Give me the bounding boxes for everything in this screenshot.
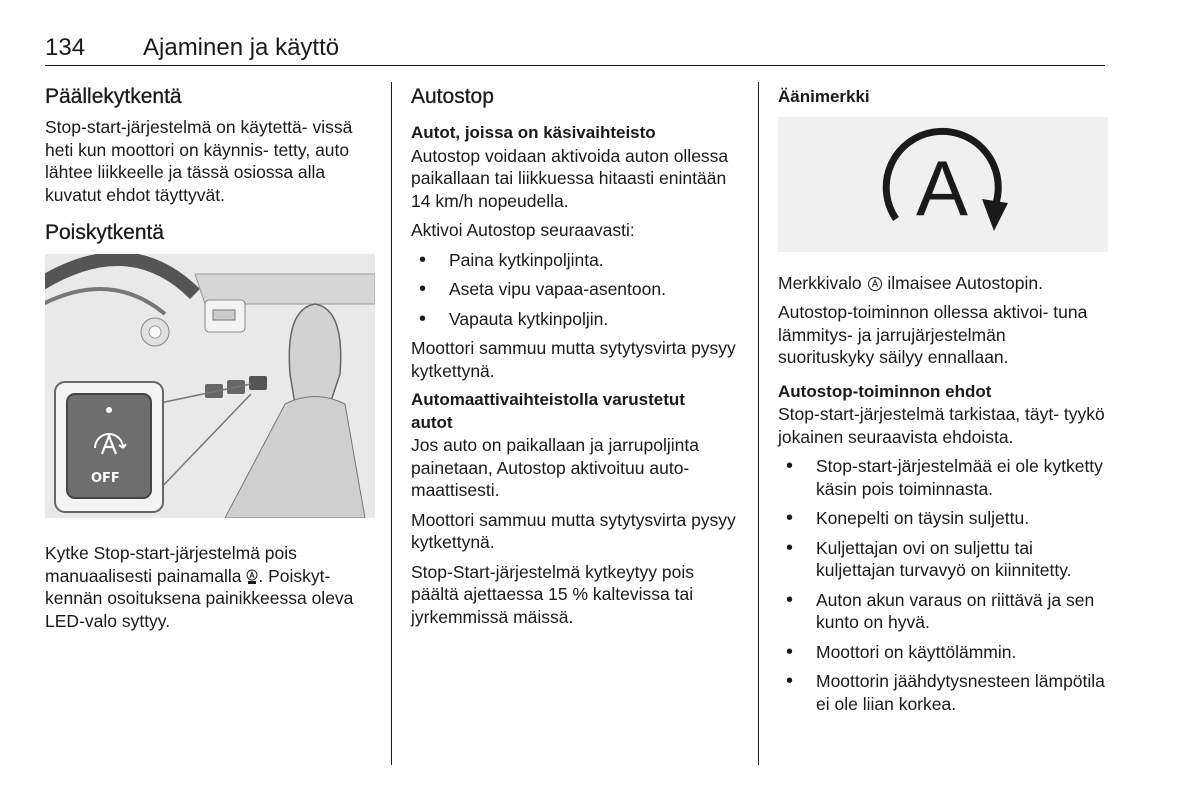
paragraph-activate: Aktivoi Autostop seuraavasti: [411,220,635,240]
column-divider-1 [391,82,392,765]
paragraph-active: Autostop-toiminnon ollessa aktivoi- tuna lämmitys- ja jarrujärjestelmän suorituskyky säilyy ennallaan. [778,302,1088,367]
column-divider-2 [758,82,759,765]
list-item: • Moottorin jäähdytysnesteen lämpötila ei ole liian korkea. [778,670,1105,715]
page-number: 134 [45,34,86,61]
paragraph-manual: Autostop voidaan aktivoida auton ollessa paikallaan tai liikkuessa hitaasti enintään 14 km/h nopeudella. [411,145,729,211]
list-item: • Vapauta kytkinpoljin. [411,308,745,331]
paragraph-switch-on: Stop-start-järjestelmä on käytettä- vissä heti kun moottori on käynnis- tetty, auto lähtee liikkeelle ja tässä osiossa alla kuvatut ehdot täyttyvät. [45,117,353,205]
heading-switch-on: Päällekytkentä [45,85,182,108]
heading-switch-off: Poiskytkentä [45,221,165,244]
paragraph-engine-off-1: Moottori sammuu mutta sytytysvirta pysyy kytkettynä. [411,338,736,381]
list-item: • Konepelti on täysin suljettu. [778,507,1105,530]
paragraph-automatic: Jos auto on paikallaan ja jarrupoljinta painetaan, Autostop aktivoituu auto- maattisesti. [411,435,699,500]
autostop-indicator-figure [778,117,1108,252]
subheading-conditions: Autostop-toiminnon ehdot [778,381,992,401]
list-item: • Aseta vipu vapaa-asentoon. [411,278,745,301]
paragraph-engine-off-2: Moottori sammuu mutta sytytysvirta pysyy kytkettynä. [411,509,736,552]
paragraph-conditions: Stop-start-järjestelmä tarkistaa, täyt- tyykö jokainen seuraavista ehdoista. [778,404,1105,447]
subheading-automatic-transmission: Automaattivaihteistolla varustetut autot [411,390,685,432]
subheading-manual-transmission: Autot, joissa on käsivaihteisto [411,123,656,142]
list-item: • Kuljettajan ovi on suljettu tai kuljettajan turvavyö on kiinnitetty. [778,537,1105,582]
paragraph-switch-off: Kytke Stop-start-järjestelmä pois manuaalisesti painamalla . Poiskyt- kennän osoituksena painikkeessa oleva LED-valo syttyy. [45,543,354,631]
chapter-title: Ajaminen ja käyttö [143,34,340,61]
activation-steps-list [411,249,745,331]
column-right [778,84,1105,722]
autostop-indicator-icon [778,117,1108,252]
column-left [45,84,375,639]
page-header [45,34,1105,66]
indicator-letter: A [915,143,969,232]
button-off-label: OFF [91,471,120,486]
list-item: • Paina kytkinpoljinta. [411,249,745,272]
list-item: • Auton akun varaus on riittävä ja sen kunto on hyvä. [778,589,1105,634]
autostop-off-inline-icon [246,569,258,585]
illustration-stop-start-button [45,254,375,518]
autostop-off-button-icon [83,426,135,472]
paragraph-slope: Stop-Start-järjestelmä kytkeytyy pois päältä ajettaessa 15 % kaltevissa tai jyrkemmissä mäissä. [411,561,695,627]
paragraph-indicator: Merkkivalo ilmaisee Autostopin. [778,272,1044,293]
conditions-list [778,455,1105,715]
list-item: • Moottori on käyttölämmin. [778,641,1105,664]
column-middle [411,84,745,635]
heading-indicator: Äänimerkki [778,87,870,106]
header-divider [45,65,1105,66]
autostop-indicator-inline-icon [867,276,883,292]
heading-autostop: Autostop [411,85,494,108]
list-item: • Stop-start-järjestelmää ei ole kytketty käsin pois toiminnasta. [778,455,1105,500]
